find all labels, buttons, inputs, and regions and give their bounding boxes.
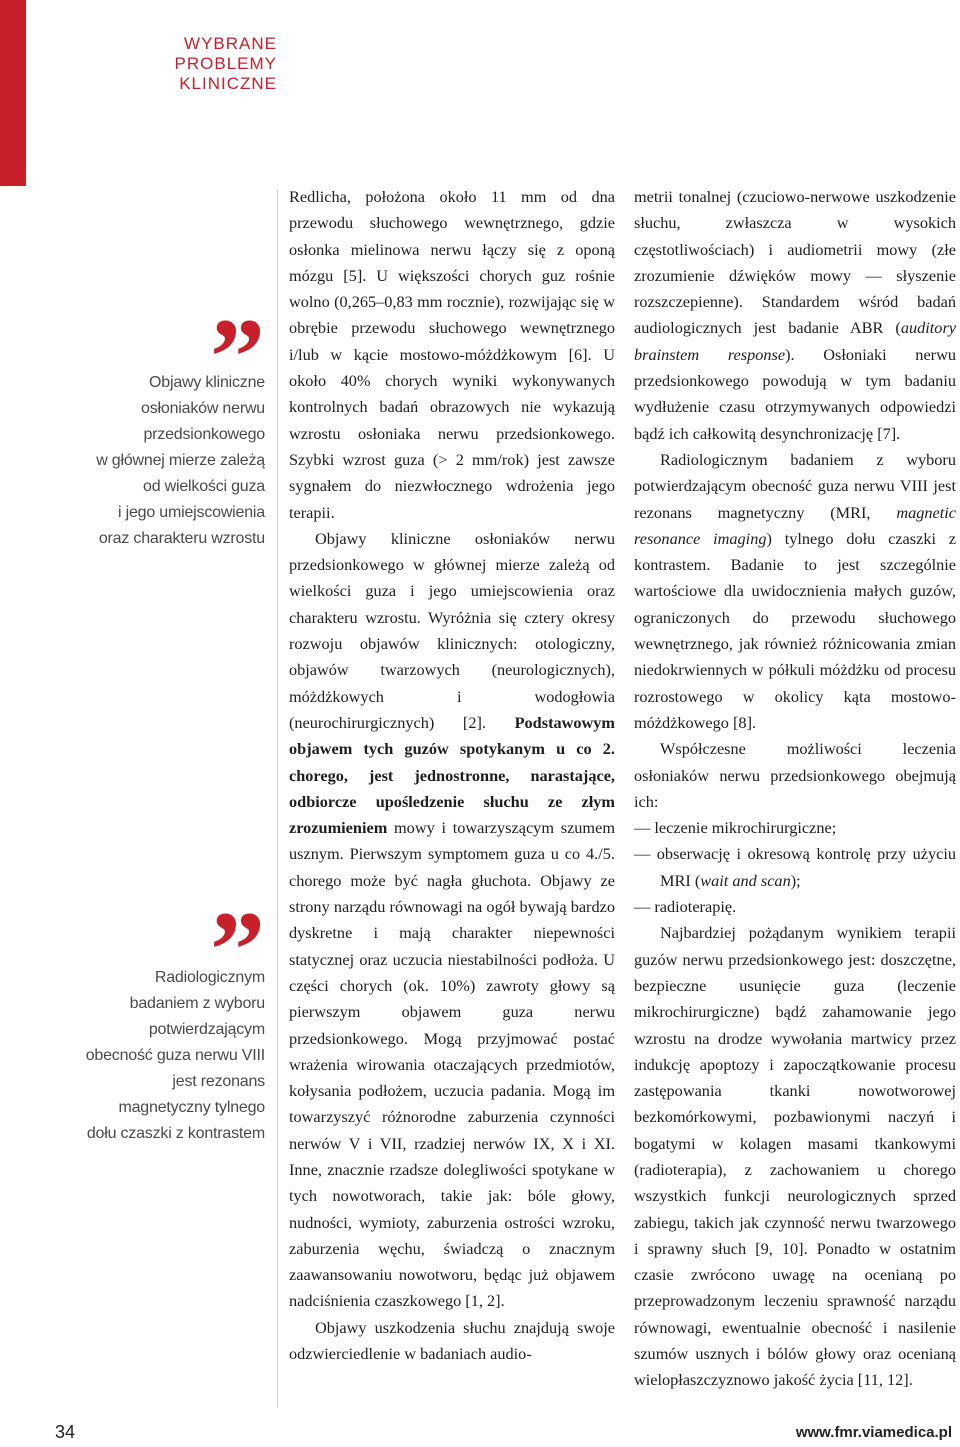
column-divider	[277, 190, 278, 1408]
paragraph-italic-text: auditory brainstem response	[634, 318, 956, 364]
list-item: — radioterapię.	[634, 897, 737, 917]
paragraph	[634, 184, 956, 447]
body-column-1	[289, 184, 615, 1367]
pull-quote-line: od wielkości guza	[143, 478, 265, 495]
pull-quote-line: dołu czaszki z kontrastem	[86, 1125, 265, 1142]
paragraph: Redlicha, położona około 11 mm od dna przewodu słuchowego wewnętrznego, gdzie osłonka mielinowa nerwu łączy się z oponą mózgu [5]. U większości chorych guz rośnie wolno (0,265–0,83 mm rocznie), rozwijając się w obrębie przewodu słuchowego wewnętrznego i/lub w kącie mostowo-móżdżkowym [6]. U około 40% chorych wyniki wykonywanych kontrolnych badań obrazowych nie wykazują wzrostu osłoniaka nerwu przedsionkowego. Szybki wzrost guza (> 2 mm/rok) jest zawsze sygnałem do niezwłocznego wdrożenia jego terapii.	[289, 187, 615, 522]
list-item	[634, 841, 956, 894]
paragraph-text: metrii tonalnej (czuciowo-nerwowe uszkodzenie słuchu, zwłaszcza w wysokich częstotliwościach) i audiometrii mowy (złe zrozumienie dźwięków mowy — słyszenie rozszczepienne). Standardem wśród badań audiologicznych jest badanie ABR (	[634, 187, 956, 338]
paragraph: Najbardziej pożądanym wynikiem terapii guzów nerwu przedsionkowego jest: doszczętne, bezpieczne usunięcie guza (leczenie mikrochirurgiczne) bądź zahamowanie jego wzrostu na drodze wywołania martwicy przez indukcję apoptozy i zapoczątkowanie procesu zastępowania tkanki nowotworowej bezkomórkowymi, pozbawionymi naczyń i bogatymi w kolagen masami tkankowymi (radioterapia), z zachowaniem u chorego wszystkich funkcji neurologicznych sprzed zabiegu, takich jak czynność nerwu twarzowego i sprawny słuch [9, 10]. Ponadto w ostatnim czasie zwrócono uwagę na ocenianą po przeprowadzonym leczeniu sprawność narządu równowagi, ewentualnie obecność i nasilenie szumów usznych i bólów głowy oraz ocenianą wielopłaszczyznowo jakość życia [11, 12].	[634, 923, 956, 1390]
pull-quote-line: Objawy kliniczne	[149, 374, 265, 391]
pull-quote-2	[40, 965, 265, 1147]
list-item-italic-text: wait and scan	[700, 870, 791, 890]
pull-quote-line: osłoniaków nerwu	[141, 400, 265, 417]
pull-quote-line: Radiologicznym	[154, 969, 265, 986]
paragraph: Współczesne możliwości leczenia osłoniaków nerwu przedsionkowego obejmują ich:	[634, 739, 956, 811]
section-label-line: WYBRANE	[184, 34, 277, 53]
pull-quote-1	[40, 370, 265, 552]
pull-quote-line: magnetyczny tylnego	[118, 1099, 265, 1116]
section-label-line: PROBLEMY	[174, 54, 277, 73]
paragraph	[289, 526, 615, 1315]
list-item-text: — obserwację i okresową kontrolę przy użyciu MRI (	[634, 844, 956, 890]
section-label	[140, 34, 277, 94]
pull-quote-line: potwierdzającym	[148, 1021, 265, 1038]
paragraph-text: ). Osłoniaki nerwu przedsionkowego powodują w tym badaniu wydłużenie czasu otrzymywanych odpowiedzi bądź ich całkowitą desynchronizację [7].	[634, 344, 956, 443]
pull-quote-line: w głównej mierze zależą	[96, 452, 265, 469]
body-column-2	[634, 184, 956, 1394]
list-item: — leczenie mikrochirurgiczne;	[634, 818, 837, 838]
paragraph-italic-text: magnetic resonance imaging	[634, 502, 956, 548]
quote-icon	[205, 317, 265, 377]
section-label-line: KLINICZNE	[179, 74, 277, 93]
pull-quote-line: oraz charakteru wzrostu	[98, 530, 265, 547]
paragraph	[634, 447, 956, 736]
list-item-text: );	[790, 870, 801, 890]
pull-quote-line: jest rezonans	[172, 1073, 265, 1090]
footer-url[interactable]: www.fmr.viamedica.pl	[795, 1424, 952, 1441]
page-number: 34	[55, 1422, 76, 1442]
pull-quote-line: i jego umiejscowienia	[118, 504, 265, 521]
pull-quote-line: badaniem z wyboru	[129, 995, 265, 1012]
pull-quote-line: obecność guza nerwu VIII	[85, 1047, 265, 1064]
paragraph-text: Objawy kliniczne osłoniaków nerwu przedsionkowego w głównej mierze zależą od wielkości guza i jego umiejscowienia oraz charakteru wzrostu. Wyróżnia się cztery okresy rozwoju objawów klinicznych: otologiczny, objawów twarzowych (neurologicznych), móżdżkowych i wodogłowia (neurochirurgicznych) [2].	[289, 528, 615, 732]
paragraph-text: Radiologicznym badaniem z wyboru potwierdzającym obecność guza nerwu VIII jest rezonans magnetyczny (MRI,	[634, 449, 956, 522]
paragraph-text: mowy i towarzyszącym szumem usznym. Pierwszym symptomem guza u co 4./5. chorego może być nagła głuchota. Objawy ze strony narządu równowagi na ogół bywają bardzo dyskretne i mają charakter niepewności statycznej oraz uczucia niestabilności podłoża. U części chorych (ok. 10%) zawroty głowy są pierwszym objawem guza nerwu przedsionkowego. Mogą przyjmować postać wrażenia wirowania otaczających przedmiotów, kołysania podłożem, uczucia padania. Mogą im towarzyszyć różnorodne zaburzenia czynności nerwów V i VII, rzadziej nerwów IX, X i XI. Inne, znacznie rzadsze dolegliwości spotykane w tych nowotworach, takie jak: bóle głowy, nudności, wymioty, zaburzenia ostrości wzroku, zaburzenia węchu, świadczą o znacznym zaawansowaniu nowotworu, będąc już objawem nadciśnienia czaszkowego [1, 2].	[289, 818, 615, 1311]
quote-icon	[205, 910, 265, 970]
paragraph-text: ) tylnego dołu czaszki z kontrastem. Badanie to jest szczególnie wartościowe dla uwidocznienia małych guzów, ograniczonych do przewodu słuchowego wewnętrznego, jak również różnicowania zmian niedokrwiennych w półkuli móżdżku od procesu rozrostowego w okolicy kąta mostowo-móżdżkowego [8].	[634, 528, 957, 732]
paragraph-bold-text: Podstawowym objawem tych guzów spotykanym u co 2. chorego, jest jednostronne, narastające, odbiorcze upośledzenie słuchu ze złym zrozumieniem	[289, 712, 615, 838]
pull-quote-line: przedsionkowego	[143, 426, 265, 443]
paragraph: Objawy uszkodzenia słuchu znajdują swoje odzwierciedlenie w badaniach audio-	[289, 1317, 615, 1364]
red-accent-bar	[0, 0, 26, 186]
